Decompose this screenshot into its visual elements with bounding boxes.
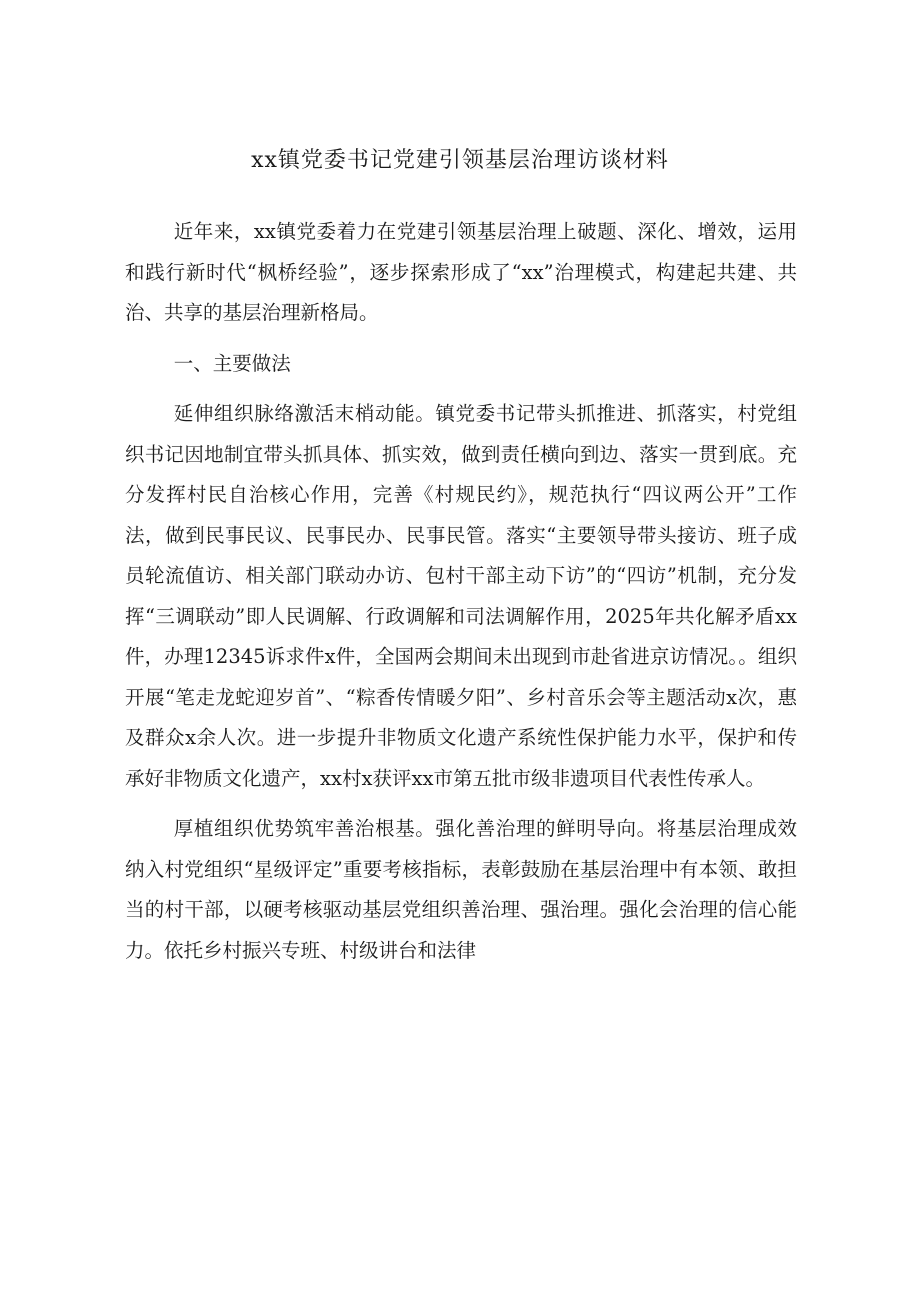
paragraph-gap (125, 334, 797, 344)
section-heading: 一、主要做法 (173, 351, 291, 375)
document-body (125, 212, 797, 971)
paragraph-organization: 延伸组织脉络激活末梢动能。镇党委书记带头抓推进、抓落实，村党组织书记因地制宜带头抓具体、抓实效，做到责任横向到边、落实一贯到底。充分发挥村民自治核心作用，完善《村规民约》，规范执行“四议两公开”工作法，做到民事民议、民事民办、民事民管。落实“主要领导带头接访、班子成员轮流值访、相关部门联动办访、包村干部主动下访”的“四访”机制，充分发挥“三调联动”即人民调解、行政调解和司法调解作用，2025年共化解矛盾xx件，办理12345诉求件x件，全国两会期间未出现到市赴省进京访情况。。组织开展“笔走龙蛇迎岁首”、“粽香传情暖夕阳”、乡村音乐会等主题活动x次，惠及群众x余人次。进一步提升非物质文化遗产系统性保护能力水平，保护和传承好非物质文化遗产，xx村x获评xx市第五批市级非遗项目代表性传承人。 (125, 402, 797, 790)
paragraph-gap (125, 384, 797, 394)
document-title: xx镇党委书记党建引领基层治理访谈材料 (251, 148, 669, 173)
paragraph-intro: 近年来，xx镇党委着力在党建引领基层治理上破题、深化、增效，运用和践行新时代“枫桥经验”，逐步探索形成了“xx”治理模式，构建起共建、共治、共享的基层治理新格局。 (125, 220, 797, 324)
paragraph-governance: 厚植组织优势筑牢善治根基。强化善治理的鲜明导向。将基层治理成效纳入村党组织“星级评定”重要考核指标，表彰鼓励在基层治理中有本领、敢担当的村干部，以硬考核驱动基层党组织善治理、强治理。强化会治理的信心能力。依托乡村振兴专班、村级讲台和法律 (125, 817, 797, 962)
paragraph-gap (125, 799, 797, 809)
